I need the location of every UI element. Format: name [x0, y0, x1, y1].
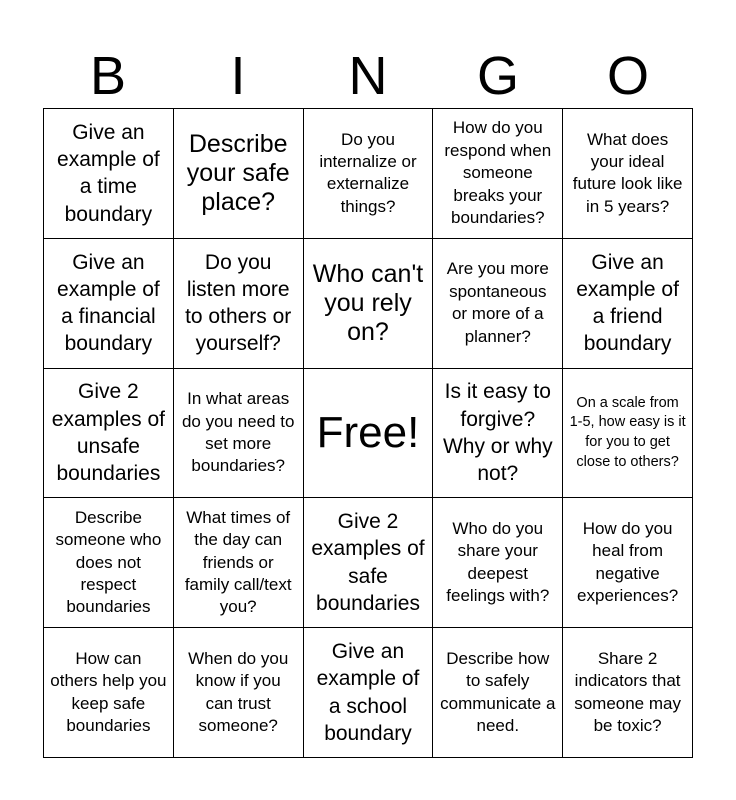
bingo-cell	[174, 239, 304, 369]
bingo-header	[43, 46, 693, 106]
bingo-cell-text: Do you internalize or externalize things?	[319, 129, 417, 216]
bingo-cell	[304, 628, 434, 758]
bingo-cell-text: Give an example of a school boundary	[316, 640, 420, 745]
bingo-cell	[433, 109, 563, 239]
bingo-cell	[44, 109, 174, 239]
bingo-cell	[44, 369, 174, 499]
bingo-cell-text: Give an example of a friend boundary	[576, 250, 679, 356]
bingo-cell-text: Give 2 examples of safe boundaries	[311, 510, 425, 616]
bingo-cell	[304, 239, 434, 369]
bingo-cell	[433, 498, 563, 628]
bingo-cell	[174, 369, 304, 499]
bingo-cell	[563, 109, 693, 239]
bingo-grid	[43, 108, 693, 758]
bingo-cell-text: How do you respond when someone breaks your boundaries?	[444, 118, 552, 228]
bingo-cell-text: Describe someone who does not respect boundaries	[55, 507, 162, 617]
bingo-cell	[44, 628, 174, 758]
bingo-cell	[433, 628, 563, 758]
bingo-cell-text: What times of the day can friends or family call/text you?	[184, 507, 292, 617]
bingo-cell-text: How do you heal from negative experiences?	[577, 518, 679, 606]
bingo-cell	[563, 498, 693, 628]
bingo-cell-text: Who do you share your deepest feelings with?	[446, 518, 550, 606]
bingo-cell	[563, 239, 693, 369]
bingo-cell	[304, 498, 434, 628]
bingo-cell	[304, 109, 434, 239]
header-letter-g: G	[476, 46, 519, 106]
bingo-cell	[174, 628, 304, 758]
bingo-cell-text: How can others help you keep safe boundaries	[50, 648, 167, 736]
bingo-cell	[563, 628, 693, 758]
bingo-cell	[44, 498, 174, 628]
bingo-cell-text: In what areas do you need to set more boundaries?	[181, 389, 295, 476]
bingo-cell	[174, 498, 304, 628]
bingo-cell-text: Are you more spontaneous or more of a planner?	[446, 259, 549, 346]
bingo-cell-text: Do you listen more to others or yourself?	[185, 250, 292, 356]
bingo-cell	[433, 239, 563, 369]
bingo-cell-text: Free!	[316, 407, 420, 457]
bingo-cell-text: Is it easy to forgive? Why or why not?	[442, 380, 553, 486]
bingo-cell-text: What does your ideal future look like in 5 years?	[572, 129, 683, 216]
bingo-cell-text: Describe how to safely communicate a need.	[440, 648, 556, 736]
bingo-cell	[433, 369, 563, 499]
bingo-cell-text: Give an example of a time boundary	[57, 120, 160, 226]
bingo-cell-text: Give an example of a financial boundary	[57, 250, 160, 356]
bingo-cell-text: On a scale from 1-5, how easy is it for you to get close to others?	[569, 394, 686, 470]
bingo-cell-text: When do you know if you can trust someone?	[188, 648, 289, 736]
header-letter-i: I	[230, 46, 246, 106]
bingo-cell	[304, 369, 434, 499]
bingo-cell-text: Give 2 examples of unsafe boundaries	[51, 380, 166, 486]
bingo-cell	[174, 109, 304, 239]
bingo-cell-text: Who can't you rely on?	[312, 260, 424, 346]
bingo-cell-text: Share 2 indicators that someone may be toxic?	[574, 648, 681, 736]
header-letter-n: N	[348, 46, 388, 106]
bingo-cell-text: Describe your safe place?	[186, 130, 290, 216]
bingo-cell	[563, 369, 693, 499]
bingo-cell	[44, 239, 174, 369]
header-letter-o: O	[606, 46, 649, 106]
header-letter-b: B	[89, 46, 127, 106]
